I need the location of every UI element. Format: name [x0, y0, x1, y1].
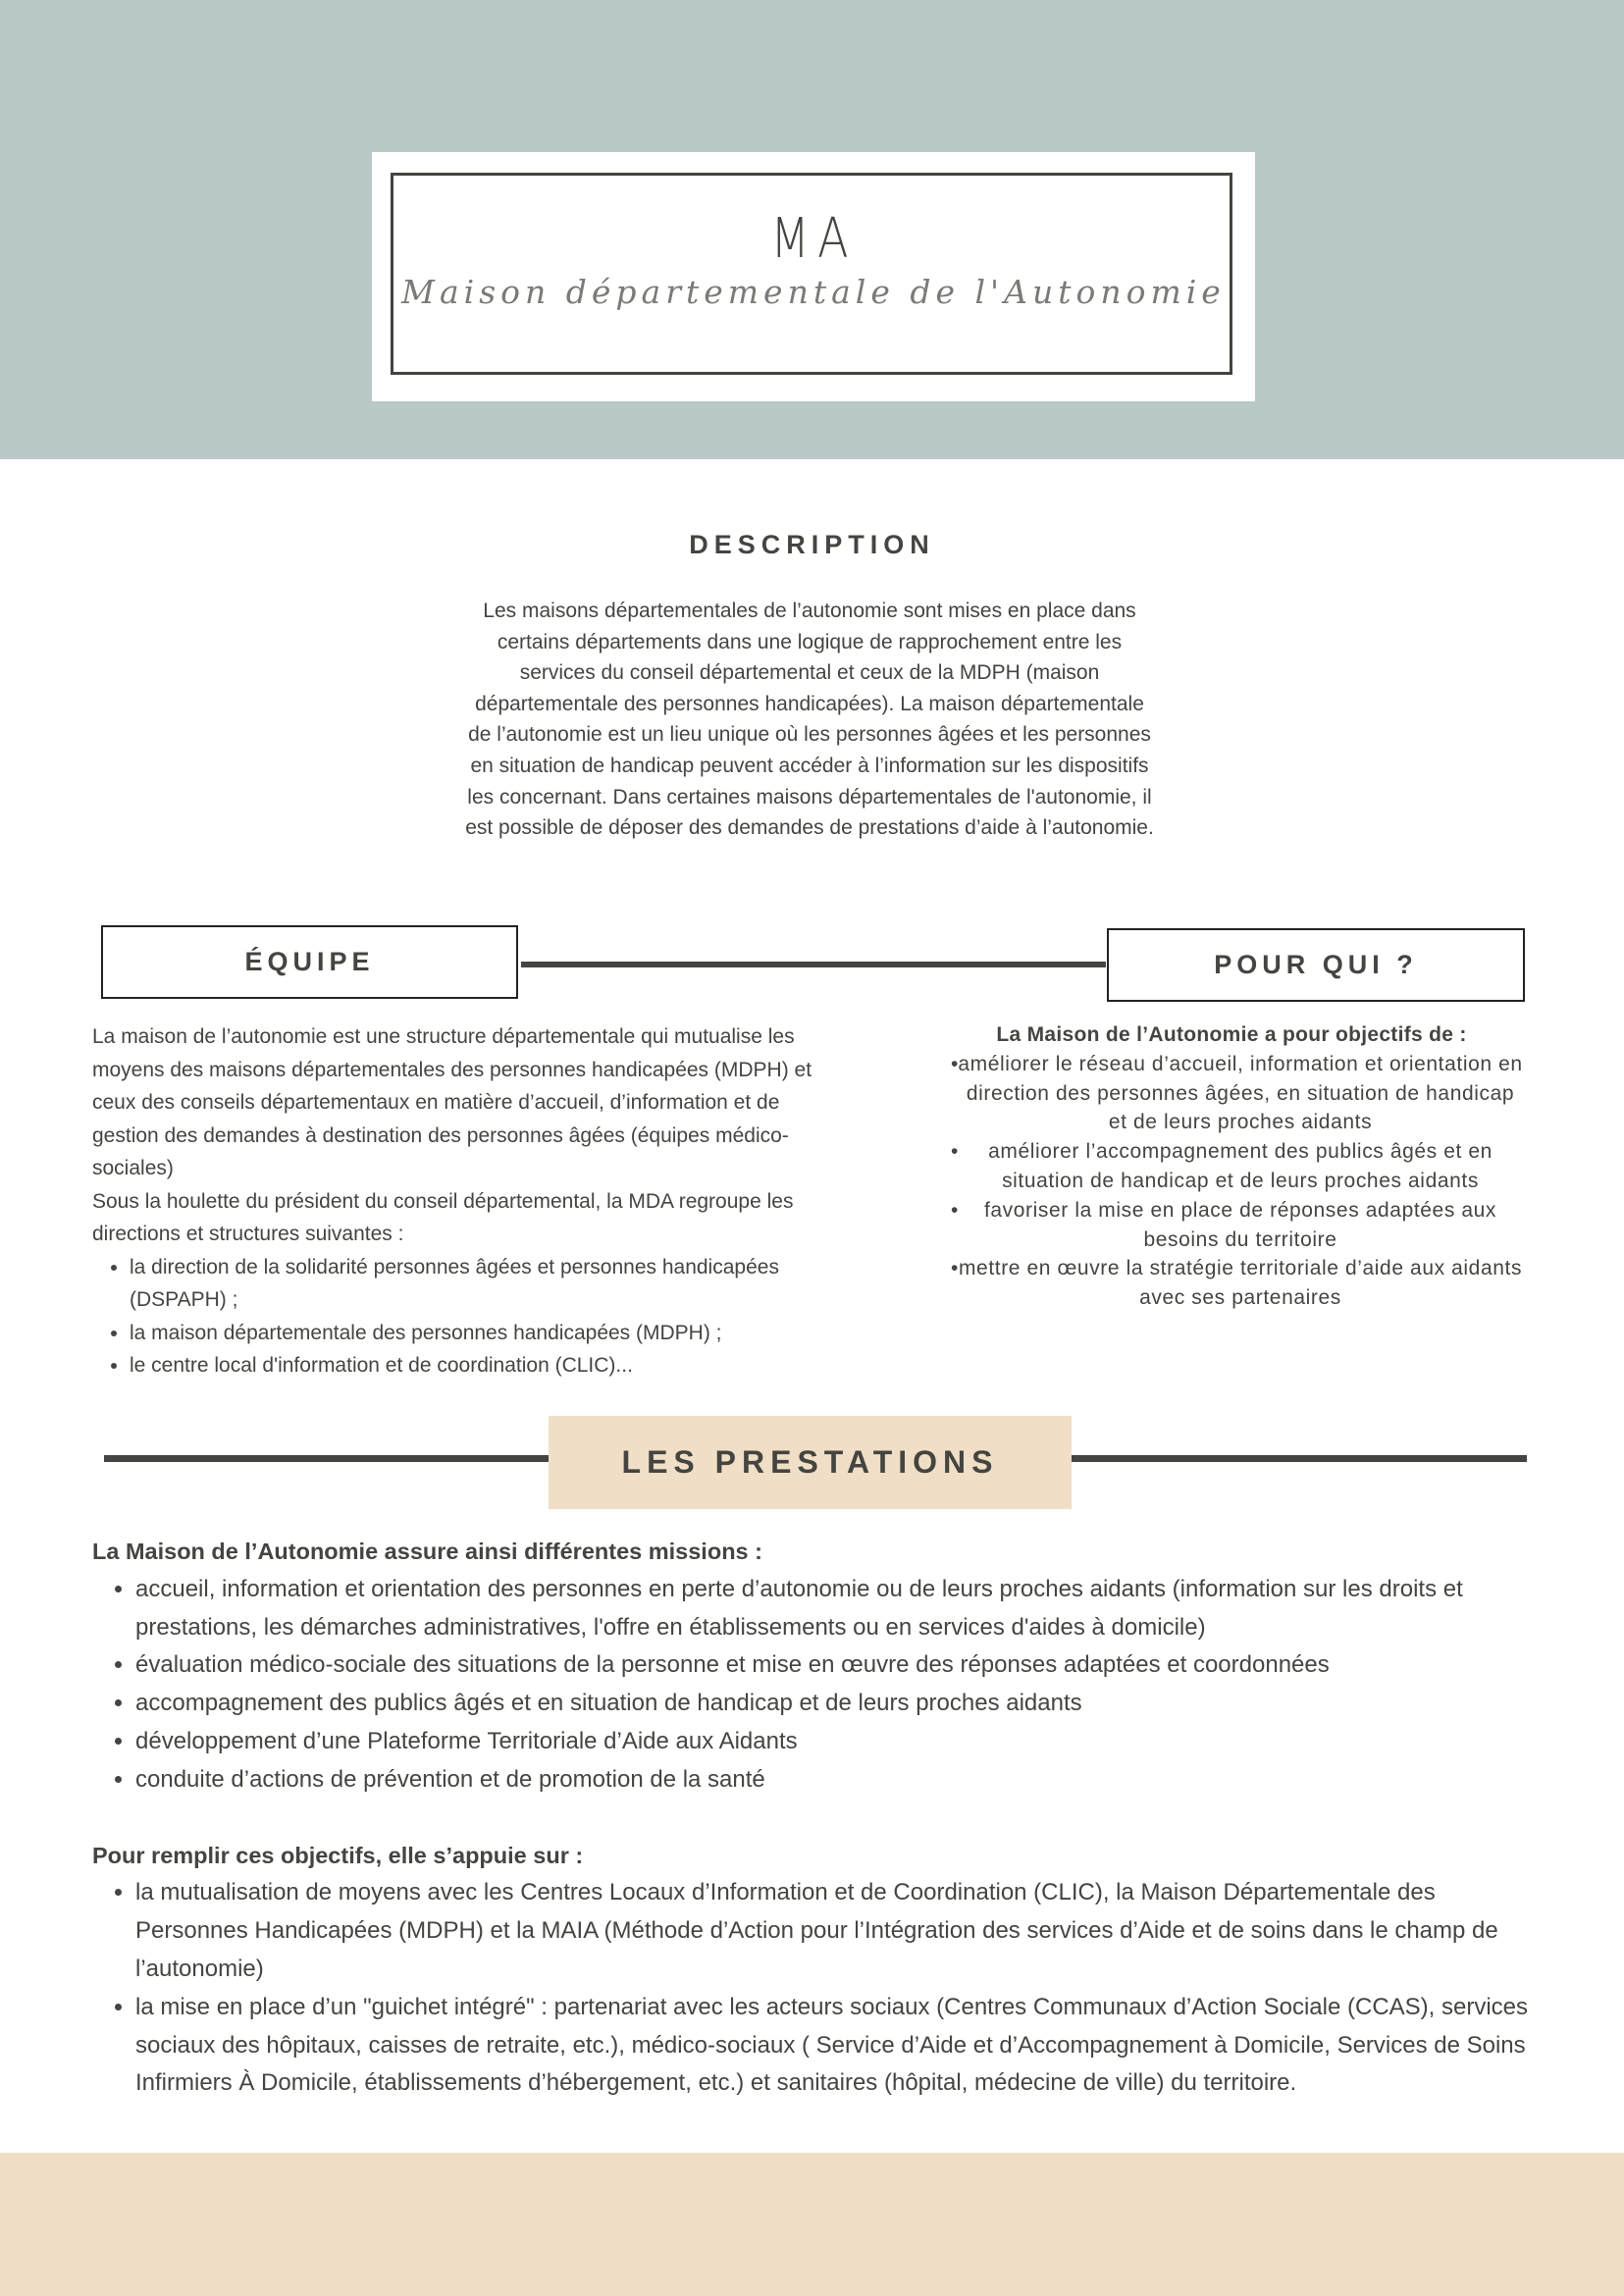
list-item: • le centre local d'information et de coordination (CLIC)... [130, 1349, 838, 1383]
pour-qui-heading: POUR QUI ? [1214, 950, 1418, 979]
pour-qui-lead: La Maison de l’Autonomie a pour objectifs de : [996, 1023, 1467, 1046]
missions-lead: La Maison de l’Autonomie assure ainsi différentes missions : [92, 1539, 762, 1564]
spacer [92, 1800, 1545, 1837]
list-item: • améliorer l’accompagnement des publics âgés et en situation de handicap et de leurs proches aidants [937, 1137, 1526, 1196]
description-body: Les maisons départementales de l’autonomie sont mises en place dans certains départements dans une logique de rapprochement entre les services du conseil départemental et ceux de la MDPH (maison départementale des personnes handicapées). La maison départementale de l’autonomie est un lieu unique où les personnes âgées et les personnes en situation de handicap peuvent accéder à l’information sur les dispositifs les concernant. Dans certaines maisons départementales de l'autonomie, il est possible de déposer des demandes de prestations d’aide à l’autonomie. [465, 600, 1154, 840]
equipe-body [92, 1020, 838, 1383]
footer-band [0, 2153, 1624, 2296]
list-item: • développement d’une Plateforme Territoriale d’Aide aux Aidants [135, 1723, 1545, 1761]
description-heading: DESCRIPTION [689, 530, 935, 559]
prestations-rule-right [1072, 1455, 1527, 1462]
appui-lead: Pour remplir ces objectifs, elle s’appuie sur : [92, 1842, 584, 1868]
appui-list [92, 1874, 1545, 2103]
missions-list [92, 1571, 1545, 1800]
list-item: • la mise en place d’un "guichet intégré" : partenariat avec les acteurs sociaux (Centres Communaux d’Action Sociale (CCAS), services sociaux des hôpitaux, caisses de retraite, etc.), médico-sociaux ( Service d’Aide et d’Accompagnement à Domicile, Services de Soins Infirmiers À Domicile, établissements d’hébergement, etc.) et sanitaires (hôpital, médecine de ville) du territoire. [135, 1989, 1545, 2103]
list-item: • accompagnement des publics âgés et en situation de handicap et de leurs proches aidants [135, 1685, 1545, 1723]
pour-qui-heading-box [1107, 928, 1525, 1002]
list-item: • améliorer le réseau d’accueil, information et orientation en direction des personnes âgées, en situation de handicap et de leurs proches aidants [937, 1050, 1526, 1137]
list-item: • conduite d’actions de prévention et de promotion de la santé [135, 1761, 1545, 1800]
list-item: • la mutualisation de moyens avec les Centres Locaux d’Information et de Coordination (CLIC), la Maison Départementale des Personnes Handicapées (MDPH) et la MAIA (Méthode d’Action pour l’Intégration des services d’Aide et de soins dans le champ de l’autonomie) [135, 1874, 1545, 1988]
list-item: • évaluation médico-sociale des situations de la personne et mise en œuvre des réponses adaptées et coordonnées [135, 1646, 1545, 1685]
prestations-body [92, 1533, 1545, 2103]
prestations-heading-box [549, 1416, 1072, 1509]
list-item: • la direction de la solidarité personnes âgées et personnes handicapées (DSPAPH) ; [130, 1251, 838, 1317]
equipe-paragraph: La maison de l’autonomie est une structure départementale qui mutualise les moyens des maisons départementales des personnes handicapées (MDPH) et ceux des conseils départementaux en matière d’accueil, d’information et de gestion des demandes à destination des personnes âgées (équipes médico-sociales) [92, 1025, 812, 1179]
prestations-rule-left [104, 1455, 550, 1462]
section-connector-line [521, 962, 1106, 967]
list-item: • accueil, information et orientation des personnes en perte d’autonomie ou de leurs proches aidants (information sur les droits et prestations, les démarches administratives, l'offre en établissements ou en services d'aides à domicile) [135, 1571, 1545, 1647]
equipe-paragraph: Sous la houlette du président du conseil départemental, la MDA regroupe les directions et structures suivantes : [92, 1189, 794, 1245]
page-subtitle: Maison départementale de l'Autonomie [401, 273, 1226, 311]
objectives-list [937, 1050, 1526, 1313]
equipe-list [92, 1251, 838, 1383]
equipe-heading: ÉQUIPE [244, 947, 375, 976]
list-item: • favoriser la mise en place de réponses adaptées aux besoins du territoire [937, 1196, 1526, 1255]
list-item: • la maison départementale des personnes handicapées (MDPH) ; [130, 1317, 838, 1350]
list-item: • mettre en œuvre la stratégie territoriale d’aide aux aidants avec ses partenaires [937, 1254, 1526, 1313]
prestations-heading: LES PRESTATIONS [621, 1444, 999, 1480]
pour-qui-body [937, 1020, 1526, 1313]
equipe-heading-box [101, 925, 518, 999]
page-title: MA [770, 207, 857, 271]
